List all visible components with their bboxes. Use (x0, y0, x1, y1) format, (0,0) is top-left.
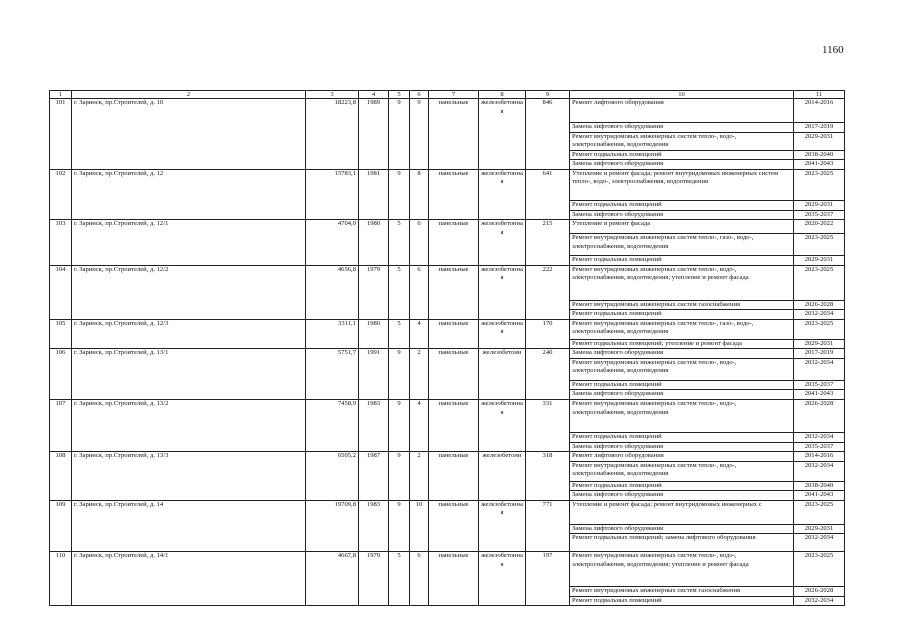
roof-material: железобетонная (479, 265, 526, 319)
column-header: 10 (570, 91, 794, 99)
entrances-count: 4 (410, 319, 429, 349)
work-description: Ремонт внутридомовых инженерных систем тепло-, водо-, электроснабжения, водоотведения; утепление и ремонт фасада (570, 265, 794, 300)
work-period: 2032-2034 (794, 461, 845, 481)
total-area: 18223,8 (306, 99, 359, 170)
work-period: 2029-2031 (794, 200, 845, 210)
work-period: 2035-2037 (794, 210, 845, 220)
total-area: 3311,1 (306, 319, 359, 349)
work-description: Утепление и ремонт фасада; ремонт внутридомовых инженерных систем тепло-, водо-, электроснабжения, водоотведения (570, 169, 794, 200)
roof-material: железобетонн (479, 349, 526, 400)
column-header: 8 (479, 91, 526, 99)
roof-material: железобетонная (479, 552, 526, 606)
house-number: 110 (50, 552, 72, 606)
work-period: 2032-2034 (794, 310, 845, 320)
table-row (50, 552, 845, 587)
wall-material: панельные (429, 169, 479, 220)
work-description: Утепление и ремонт фасада (570, 220, 794, 234)
work-period: 2032-2034 (794, 534, 845, 552)
apartments-count: 846 (526, 99, 570, 170)
house-number: 106 (50, 349, 72, 400)
work-period: 2029-2031 (794, 339, 845, 349)
build-year: 1991 (359, 349, 389, 400)
roof-material: железобетонная (479, 319, 526, 349)
wall-material: панельные (429, 500, 479, 552)
floors-count: 9 (389, 500, 410, 552)
work-period: 2035-2037 (794, 380, 845, 390)
entrances-count: 6 (410, 220, 429, 266)
work-description: Ремонт внутридомовых инженерных систем тепло-, водо-, электроснабжения, водоотведения; утепление и ремонт фасада (570, 552, 794, 587)
roof-material: железобетонная (479, 220, 526, 266)
work-description: Замена лифтового оборудования (570, 491, 794, 501)
work-period: 2041-2043 (794, 491, 845, 501)
floors-count: 5 (389, 220, 410, 266)
floors-count: 9 (389, 349, 410, 400)
column-header: 2 (72, 91, 306, 99)
work-description: Ремонт подвальных помещений (570, 481, 794, 491)
floors-count: 5 (389, 265, 410, 319)
wall-material: панельные (429, 349, 479, 400)
build-year: 1981 (359, 169, 389, 220)
apartments-count: 641 (526, 169, 570, 220)
work-period: 2023-2025 (794, 500, 845, 524)
total-area: 5751,7 (306, 349, 359, 400)
house-number: 101 (50, 99, 72, 170)
house-address: г. Заринск, пр.Строителей, д. 12/3 (72, 319, 306, 349)
work-period: 2038-2040 (794, 150, 845, 160)
house-address: г. Заринск, пр.Строителей, д. 12/1 (72, 220, 306, 266)
house-number: 109 (50, 500, 72, 552)
build-year: 1980 (359, 319, 389, 349)
column-header: 5 (389, 91, 410, 99)
total-area: 19709,8 (306, 500, 359, 552)
work-description: Замена лифтового оборудования (570, 442, 794, 452)
total-area: 7458,9 (306, 400, 359, 452)
house-number: 103 (50, 220, 72, 266)
apartments-count: 222 (526, 265, 570, 319)
table-row (50, 220, 845, 234)
wall-material: панельные (429, 265, 479, 319)
floors-count: 9 (389, 452, 410, 501)
table-row (50, 265, 845, 300)
wall-material: панельные (429, 400, 479, 452)
house-number: 108 (50, 452, 72, 501)
work-description: Ремонт подвальных помещений; утепление и ремонт фасада (570, 339, 794, 349)
house-address: г. Заринск, пр.Строителей, д. 12/2 (72, 265, 306, 319)
roof-material: железобетонная (479, 500, 526, 552)
work-description: Ремонт внутридомовых инженерных систем газоснабжения (570, 587, 794, 597)
work-description: Ремонт подвальных помещений (570, 256, 794, 266)
house-address: г. Заринск, пр.Строителей, д. 10 (72, 99, 306, 170)
column-header: 4 (359, 91, 389, 99)
work-period: 2014-2016 (794, 452, 845, 462)
total-area: 4667,8 (306, 552, 359, 606)
work-description: Ремонт внутридомовых инженерных систем газоснабжения (570, 300, 794, 310)
work-description: Ремонт внутридомовых инженерных систем тепло-, водо-, электроснабжения, водоотведения (570, 461, 794, 481)
column-header: 3 (306, 91, 359, 99)
total-area: 6505,2 (306, 452, 359, 501)
work-period: 2014-2016 (794, 99, 845, 123)
build-year: 1987 (359, 452, 389, 501)
work-period: 2032-2034 (794, 358, 845, 380)
floors-count: 9 (389, 400, 410, 452)
roof-material: железобетонная (479, 400, 526, 452)
work-description: Замена лифтового оборудования (570, 524, 794, 534)
work-period: 2023-2025 (794, 234, 845, 256)
table-row (50, 452, 845, 462)
work-description: Ремонт внутридомовых инженерных систем тепло-, водо-, электроснабжения, водоотведения (570, 358, 794, 380)
table-row (50, 500, 845, 524)
house-address: г. Заринск, пр.Строителей, д. 14/1 (72, 552, 306, 606)
work-period: 2023-2025 (794, 552, 845, 587)
work-period: 2032-2034 (794, 433, 845, 443)
entrances-count: 4 (410, 400, 429, 452)
table-row (50, 349, 845, 359)
table-row (50, 169, 845, 200)
entrances-count: 2 (410, 349, 429, 400)
wall-material: панельные (429, 452, 479, 501)
roof-material: железобетонная (479, 169, 526, 220)
table-body (50, 99, 845, 606)
work-period: 2041-2043 (794, 390, 845, 400)
build-year: 1980 (359, 220, 389, 266)
house-address: г. Заринск, пр.Строителей, д. 13/2 (72, 400, 306, 452)
work-period: 2020-2022 (794, 220, 845, 234)
work-description: Ремонт подвальных помещений (570, 310, 794, 320)
work-description: Замена лифтового оборудования (570, 123, 794, 133)
work-period: 2029-2031 (794, 256, 845, 266)
total-area: 15783,1 (306, 169, 359, 220)
work-description: Ремонт внутридомовых инженерных систем тепло-, газо-, водо-, электроснабжения, водоотведения (570, 234, 794, 256)
work-period: 2023-2025 (794, 319, 845, 339)
work-period: 2035-2037 (794, 442, 845, 452)
roof-material: железобетонн (479, 452, 526, 501)
work-period: 2017-2019 (794, 123, 845, 133)
work-period: 2026-2028 (794, 400, 845, 433)
house-number: 102 (50, 169, 72, 220)
work-description: Ремонт лифтового оборудования (570, 99, 794, 123)
work-period: 2017-2019 (794, 349, 845, 359)
wall-material: панельные (429, 552, 479, 606)
apartments-count: 318 (526, 452, 570, 501)
entrances-count: 8 (410, 169, 429, 220)
work-period: 2023-2025 (794, 265, 845, 300)
build-year: 1983 (359, 400, 389, 452)
work-description: Ремонт лифтового оборудования (570, 452, 794, 462)
house-number: 105 (50, 319, 72, 349)
work-period: 2038-2040 (794, 481, 845, 491)
house-address: г. Заринск, пр.Строителей, д. 12 (72, 169, 306, 220)
column-header: 6 (410, 91, 429, 99)
apartments-count: 215 (526, 220, 570, 266)
work-period: 2029-2031 (794, 132, 845, 150)
apartments-count: 771 (526, 500, 570, 552)
apartments-count: 170 (526, 319, 570, 349)
entrances-count: 9 (410, 99, 429, 170)
build-year: 1983 (359, 500, 389, 552)
build-year: 1989 (359, 99, 389, 170)
work-description: Замена лифтового оборудования (570, 210, 794, 220)
floors-count: 9 (389, 99, 410, 170)
wall-material: панельные (429, 220, 479, 266)
work-description: Ремонт подвальных помещений; замена лифтового оборудования (570, 534, 794, 552)
entrances-count: 6 (410, 265, 429, 319)
work-period: 2032-2034 (794, 596, 845, 606)
total-area: 4656,8 (306, 265, 359, 319)
table-row (50, 99, 845, 123)
work-description: Ремонт подвальных помещений (570, 200, 794, 210)
apartments-count: 331 (526, 400, 570, 452)
work-description: Замена лифтового оборудования (570, 349, 794, 359)
floors-count: 5 (389, 552, 410, 606)
column-header: 11 (794, 91, 845, 99)
column-number-header (50, 91, 845, 99)
house-number: 104 (50, 265, 72, 319)
build-year: 1979 (359, 552, 389, 606)
column-header: 9 (526, 91, 570, 99)
column-header: 1 (50, 91, 72, 99)
repair-schedule-table (49, 90, 845, 606)
page-number: 1160 (822, 44, 844, 56)
house-number: 107 (50, 400, 72, 452)
work-description: Ремонт внутридомовых инженерных систем тепло-, водо-, электроснабжения, водоотведения (570, 132, 794, 150)
wall-material: панельные (429, 99, 479, 170)
entrances-count: 2 (410, 452, 429, 501)
total-area: 4704,0 (306, 220, 359, 266)
work-description: Утепление и ремонт фасада; ремонт внутридомовых инженерных с (570, 500, 794, 524)
entrances-count: 6 (410, 552, 429, 606)
floors-count: 9 (389, 169, 410, 220)
work-description: Ремонт внутридомовых инженерных систем тепло-, газо-, водо-, электроснабжения, водоотведения (570, 319, 794, 339)
work-period: 2026-2028 (794, 300, 845, 310)
work-description: Ремонт подвальных помещений (570, 596, 794, 606)
table-row (50, 400, 845, 433)
work-period: 2026-2028 (794, 587, 845, 597)
wall-material: панельные (429, 319, 479, 349)
apartments-count: 197 (526, 552, 570, 606)
work-description: Ремонт подвальных помещений (570, 380, 794, 390)
house-address: г. Заринск, пр.Строителей, д. 13/3 (72, 452, 306, 501)
work-description: Замена лифтового оборудования (570, 390, 794, 400)
apartments-count: 240 (526, 349, 570, 400)
work-description: Ремонт внутридомовых инженерных систем тепло-, водо-, электроснабжения, водоотведения (570, 400, 794, 433)
house-address: г. Заринск, пр.Строителей, д. 13/1 (72, 349, 306, 400)
table-row (50, 319, 845, 339)
work-period: 2023-2025 (794, 169, 845, 200)
work-period: 2029-2031 (794, 524, 845, 534)
build-year: 1979 (359, 265, 389, 319)
house-address: г. Заринск, пр.Строителей, д. 14 (72, 500, 306, 552)
column-header: 7 (429, 91, 479, 99)
roof-material: железобетонная (479, 99, 526, 170)
work-description: Ремонт подвальных помещений (570, 150, 794, 160)
entrances-count: 10 (410, 500, 429, 552)
work-period: 2041-2043 (794, 160, 845, 170)
work-description: Замена лифтового оборудования (570, 160, 794, 170)
floors-count: 5 (389, 319, 410, 349)
work-description: Ремонт подвальных помещений (570, 433, 794, 443)
